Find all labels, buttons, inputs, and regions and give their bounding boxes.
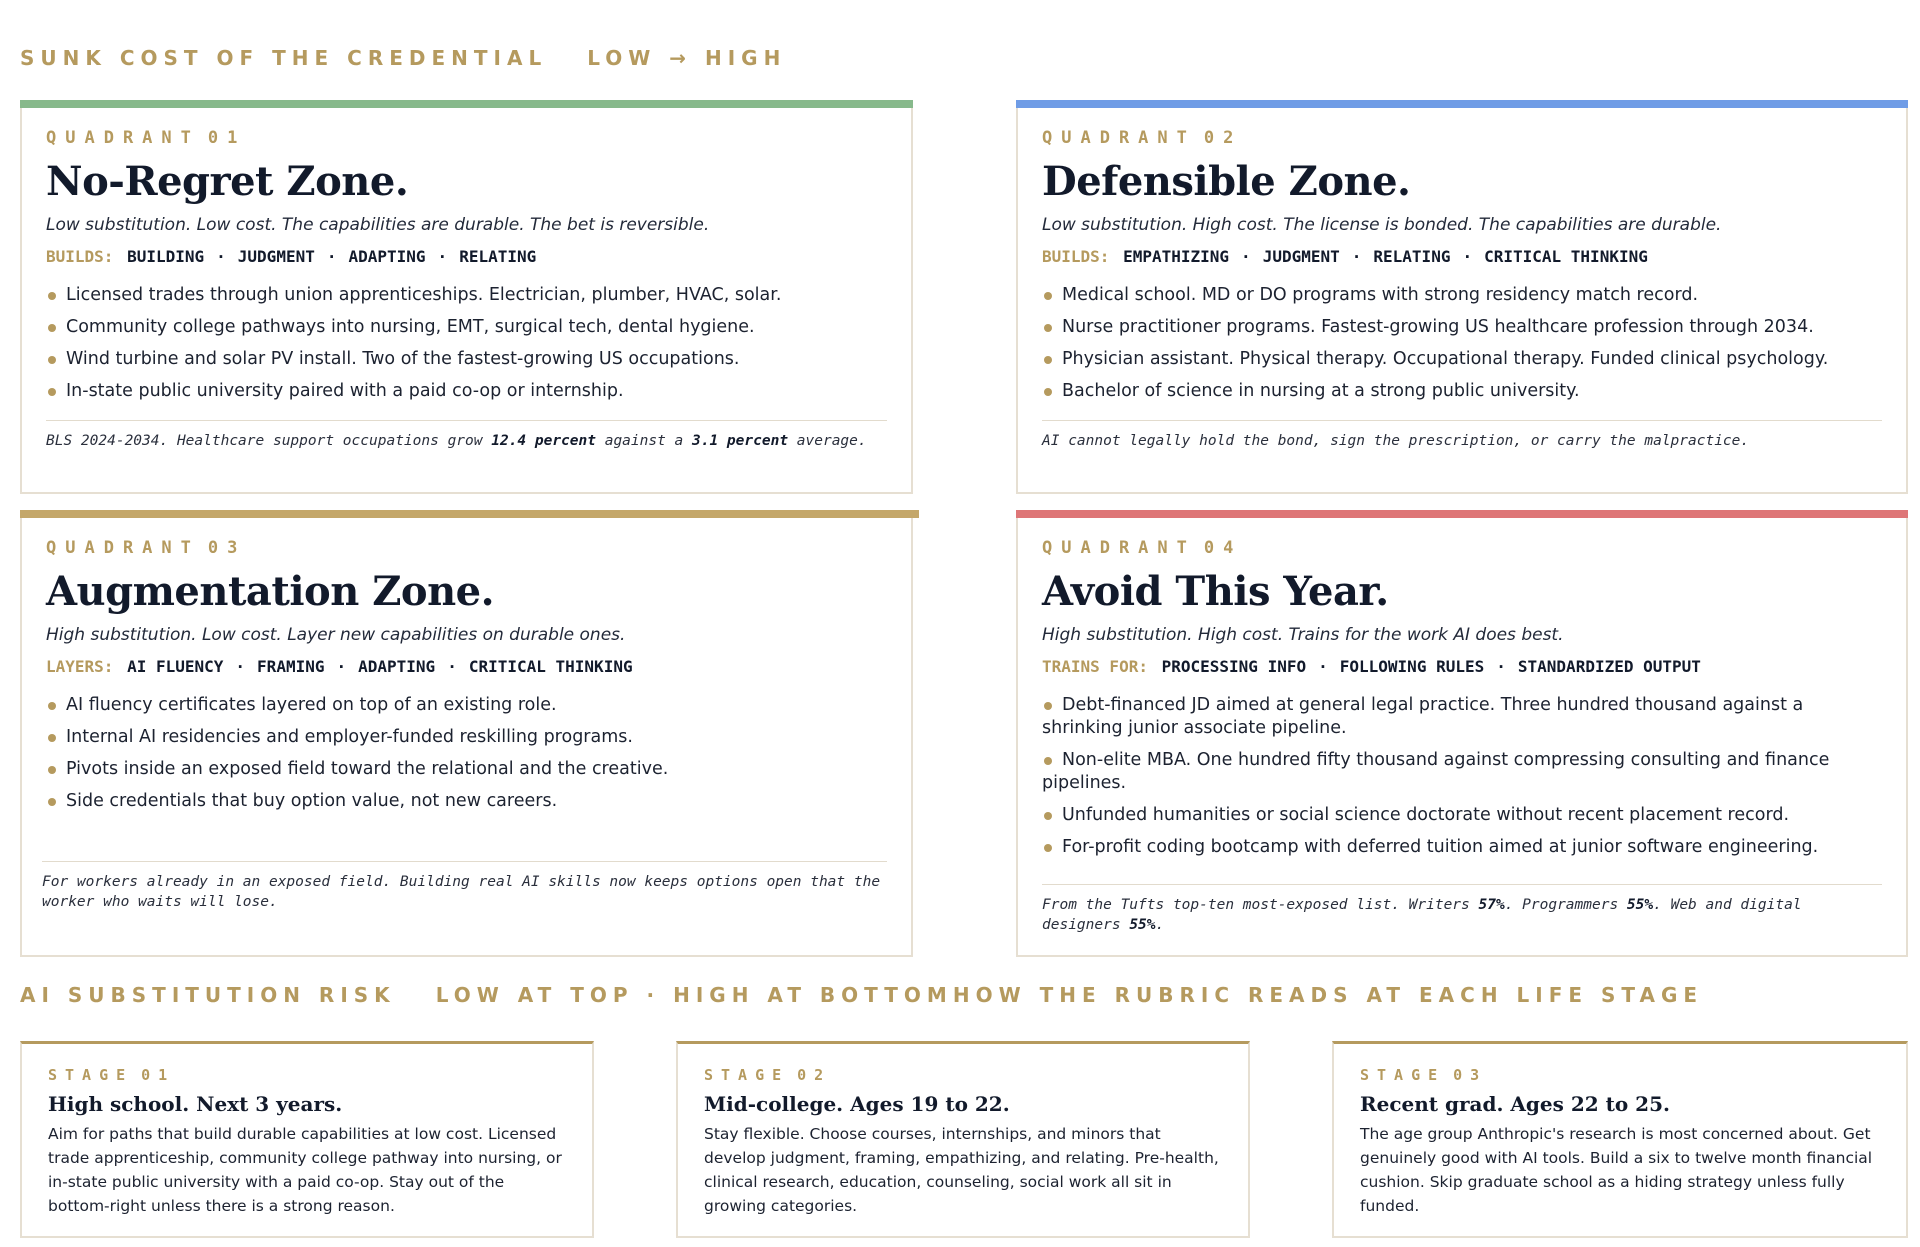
stage-01-card xyxy=(20,1041,594,1238)
quadrant-01-card xyxy=(20,100,913,494)
substitution-axis-range: LOW AT TOP · HIGH AT BOTTOM xyxy=(435,983,953,1007)
quadrant-04-card xyxy=(1016,510,1908,957)
quadrant-04-note: From the Tufts top-ten most-exposed list. Writers 57%. Programmers 55%. Web and digital designers 55%. xyxy=(1042,884,1882,935)
quadrant-04-accent-bar xyxy=(1016,510,1908,518)
quadrant-03-title: Augmentation Zone. xyxy=(46,568,495,615)
quadrant-02-accent-bar xyxy=(1016,100,1908,108)
list-item: Physician assistant. Physical therapy. Occupational therapy. Funded clinical psychology. xyxy=(1042,348,1882,371)
quadrant-03-note: For workers already in an exposed field. Building real AI skills now keeps options open that the worker who waits will lose. xyxy=(42,861,887,912)
quadrant-03-card xyxy=(20,510,913,957)
list-item: Licensed trades through union apprenticeships. Electrician, plumber, HVAC, solar. xyxy=(46,284,887,307)
quadrant-01-subtitle: Low substitution. Low cost. The capabilities are durable. The bet is reversible. xyxy=(46,215,710,235)
list-item: In-state public university paired with a paid co-op or internship. xyxy=(46,380,887,403)
quadrant-01-kicker: QUADRANT 01 xyxy=(46,128,247,148)
substitution-axis-label xyxy=(20,983,1703,1007)
list-item: Non-elite MBA. One hundred fifty thousand against compressing consulting and finance pipelines. xyxy=(1042,749,1882,795)
quadrant-01-builds: BUILDS: BUILDING · JUDGMENT · ADAPTING · RELATING xyxy=(46,247,537,266)
quadrant-02-builds: BUILDS: EMPATHIZING · JUDGMENT · RELATING · CRITICAL THINKING xyxy=(1042,247,1648,266)
quadrant-02-note: AI cannot legally hold the bond, sign the prescription, or carry the malpractice. xyxy=(1042,420,1882,451)
quadrant-02-card xyxy=(1016,100,1908,494)
substitution-axis-title: AI SUBSTITUTION RISK xyxy=(20,983,396,1007)
stage-02-title: Mid-college. Ages 19 to 22. xyxy=(704,1092,1010,1116)
quadrant-03-layers: LAYERS: AI FLUENCY · FRAMING · ADAPTING · CRITICAL THINKING xyxy=(46,657,633,676)
stage-01-body: Aim for paths that build durable capabilities at low cost. Licensed trade apprenticeship, community college pathway into nursing, or in-state public university with a paid co-op. Stay out of the bottom-right unless there is a strong reason. xyxy=(48,1125,562,1215)
quadrant-02-list xyxy=(1042,284,1882,403)
stage-02-card xyxy=(676,1041,1250,1238)
stage-02-body: Stay flexible. Choose courses, internships, and minors that develop judgment, framing, empathizing, and relating. Pre-health, clinical research, education, counseling, social work all sit in growing categories. xyxy=(704,1125,1219,1215)
stage-03-title: Recent grad. Ages 22 to 25. xyxy=(1360,1092,1670,1116)
quadrant-03-list xyxy=(46,694,887,813)
cost-axis-label xyxy=(20,46,786,70)
quadrant-03-subtitle: High substitution. Low cost. Layer new capabilities on durable ones. xyxy=(46,625,626,645)
list-item: For-profit coding bootcamp with deferred tuition aimed at junior software engineering. xyxy=(1042,836,1882,859)
list-item: Internal AI residencies and employer-funded reskilling programs. xyxy=(46,726,887,749)
quadrant-04-title: Avoid This Year. xyxy=(1042,568,1389,615)
cost-axis-range: LOW → HIGH xyxy=(587,46,787,70)
list-item: Bachelor of science in nursing at a strong public university. xyxy=(1042,380,1882,403)
quadrant-02-subtitle: Low substitution. High cost. The license is bonded. The capabilities are durable. xyxy=(1042,215,1722,235)
quadrant-04-kicker: QUADRANT 04 xyxy=(1042,538,1243,558)
list-item: Community college pathways into nursing, EMT, surgical tech, dental hygiene. xyxy=(46,316,887,339)
stage-03-body: The age group Anthropic's research is most concerned about. Get genuinely good with AI tools. Build a six to twelve month financial cushion. Skip graduate school as a hiding strategy unless fully funded. xyxy=(1360,1125,1873,1215)
stage-01-title: High school. Next 3 years. xyxy=(48,1092,343,1116)
stages-heading: HOW THE RUBRIC READS AT EACH LIFE STAGE xyxy=(952,983,1704,1007)
quadrant-02-title: Defensible Zone. xyxy=(1042,158,1411,205)
list-item: Nurse practitioner programs. Fastest-growing US healthcare profession through 2034. xyxy=(1042,316,1882,339)
quadrant-02-kicker: QUADRANT 02 xyxy=(1042,128,1243,148)
list-item: Medical school. MD or DO programs with strong residency match record. xyxy=(1042,284,1882,307)
list-item: Wind turbine and solar PV install. Two of the fastest-growing US occupations. xyxy=(46,348,887,371)
list-item: Debt-financed JD aimed at general legal practice. Three hundred thousand against a shrinking junior associate pipeline. xyxy=(1042,694,1882,740)
quadrant-04-trains-for: TRAINS FOR: PROCESSING INFO · FOLLOWING RULES · STANDARDIZED OUTPUT xyxy=(1042,657,1701,676)
list-item: Side credentials that buy option value, not new careers. xyxy=(46,790,887,813)
stage-02-kicker: STAGE 02 xyxy=(704,1066,832,1084)
quadrant-01-note: BLS 2024-2034. Healthcare support occupations grow 12.4 percent against a 3.1 percent average. xyxy=(46,420,887,451)
list-item: Unfunded humanities or social science doctorate without recent placement record. xyxy=(1042,804,1882,827)
stage-01-kicker: STAGE 01 xyxy=(48,1066,176,1084)
list-item: AI fluency certificates layered on top of an existing role. xyxy=(46,694,887,717)
cost-axis-title: SUNK COST OF THE CREDENTIAL xyxy=(20,46,548,70)
quadrant-01-title: No-Regret Zone. xyxy=(46,158,409,205)
quadrant-04-subtitle: High substitution. High cost. Trains for the work AI does best. xyxy=(1042,625,1564,645)
quadrant-03-kicker: QUADRANT 03 xyxy=(46,538,247,558)
quadrant-03-accent-bar xyxy=(20,510,919,518)
quadrant-01-accent-bar xyxy=(20,100,913,108)
quadrant-04-list xyxy=(1042,694,1882,859)
stage-03-card xyxy=(1332,1041,1908,1238)
stage-03-kicker: STAGE 03 xyxy=(1360,1066,1488,1084)
list-item: Pivots inside an exposed field toward the relational and the creative. xyxy=(46,758,887,781)
quadrant-01-list xyxy=(46,284,887,403)
